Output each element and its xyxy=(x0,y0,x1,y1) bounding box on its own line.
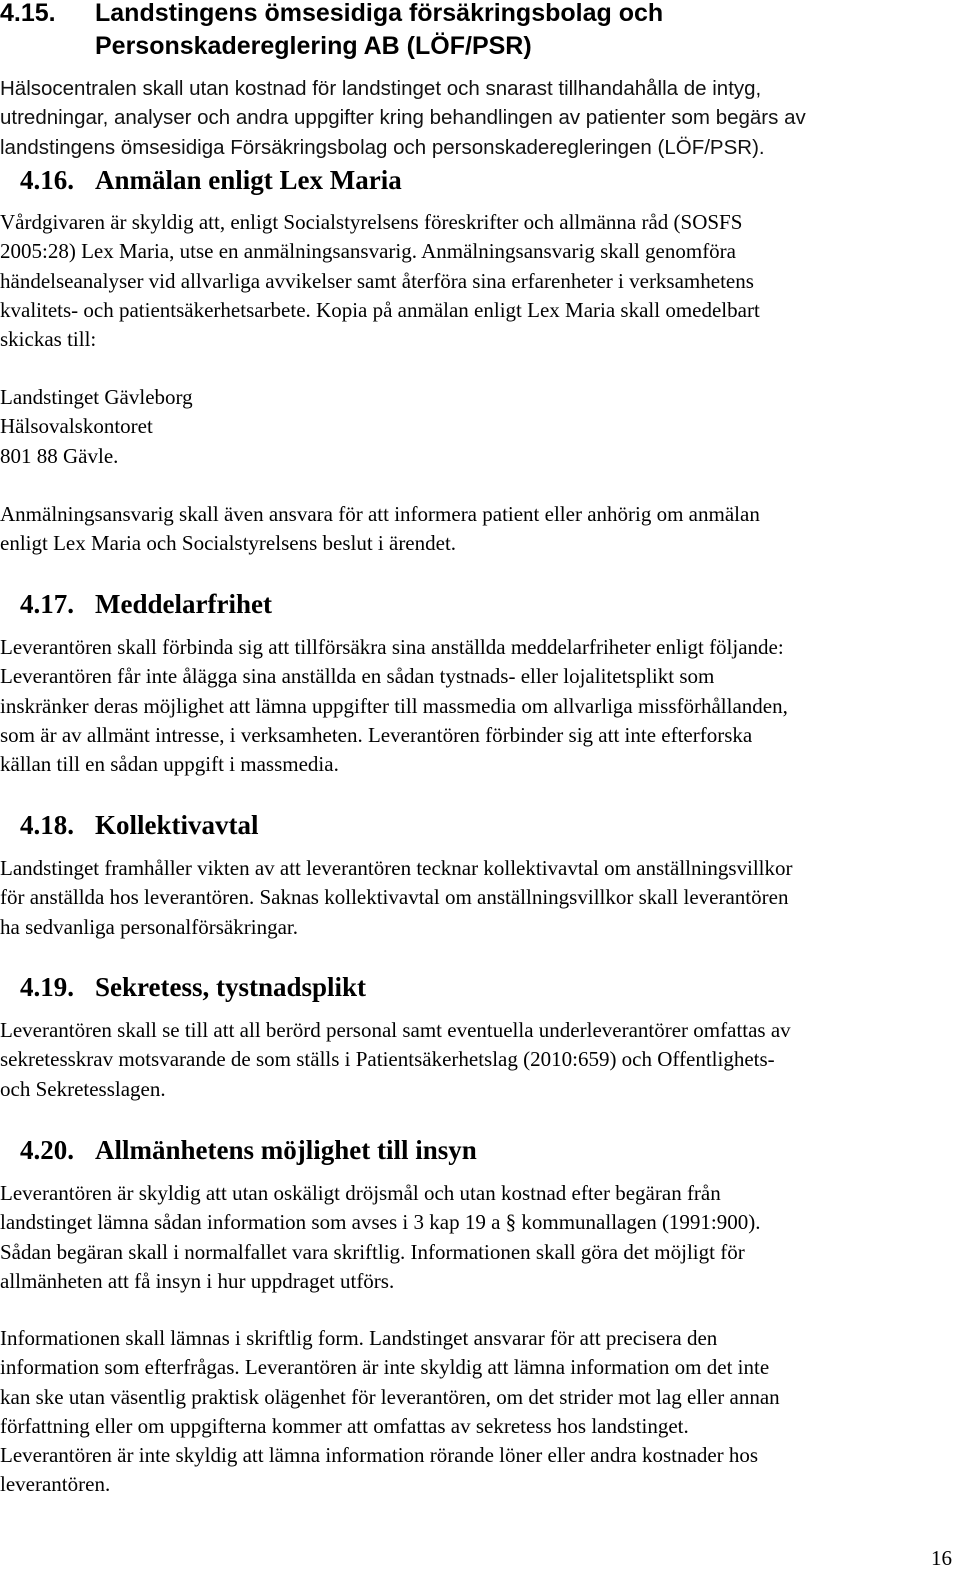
text-line: Leverantören skall se till att all berörd personal samt eventuella underleverantörer omfattas av xyxy=(0,1018,791,1042)
text-line: Informationen skall lämnas i skriftlig form. Landstinget ansvarar för att precisera den xyxy=(0,1326,718,1350)
text-line: inskränker deras möjlighet att lämna uppgifter till massmedia om allvarliga missförhållanden, xyxy=(0,693,788,718)
section-number: 4.15. xyxy=(0,0,56,27)
text-line: och Sekretesslagen. xyxy=(0,1076,166,1101)
section-4-17-heading xyxy=(20,587,272,621)
page-number: 16 xyxy=(931,1546,952,1570)
text-line: Leverantören får inte ålägga sina anställda en sådan tystnads- eller lojalitetsplikt som xyxy=(0,664,715,689)
section-title-continued: Personskadereglering AB (LÖF/PSR) xyxy=(95,32,532,60)
text-line: kan ske utan väsentlig praktisk olägenhet för leverantören, om det strider mot lag eller annan xyxy=(0,1384,780,1409)
section-title: Allmänhetens möjlighet till insyn xyxy=(95,1135,477,1165)
text-line: 2005:28) Lex Maria, utse en anmälningsansvarig. Anmälningsansvarig skall genomföra xyxy=(0,239,736,264)
section-4-16-body2 xyxy=(0,500,960,559)
text-line: Hälsocentralen skall utan kostnad för landstinget och snarast tillhandahålla de intyg, xyxy=(0,77,762,100)
section-4-19-body xyxy=(0,1016,960,1104)
section-4-15-body xyxy=(0,74,960,162)
section-4-16-address xyxy=(0,383,960,471)
section-number: 4.17. xyxy=(20,589,74,619)
text-line: skickas till: xyxy=(0,327,97,352)
text-line: källan till en sådan uppgift i massmedia. xyxy=(0,752,339,777)
text-line: Leverantören är skyldig att utan oskäligt dröjsmål och utan kostnad efter begäran från xyxy=(0,1181,721,1205)
section-number: 4.16. xyxy=(20,165,74,195)
text-line: sekretesskrav motsvarande de som ställs i Patientsäkerhetslag (2010:659) och Offentlighets- xyxy=(0,1047,775,1072)
section-4-20-heading xyxy=(20,1133,477,1167)
section-4-18-heading xyxy=(20,808,259,842)
text-line: leverantören. xyxy=(0,1472,111,1497)
text-line: utredningar, analyser och andra uppgifter kring behandlingen av patienter som begärs av xyxy=(0,106,806,130)
section-4-16-heading xyxy=(20,163,402,197)
text-line: landstinget lämna sådan information som avses i 3 kap 19 a § kommunallagen (1991:900). xyxy=(0,1210,761,1235)
section-4-17-body xyxy=(0,633,960,779)
section-4-16-body xyxy=(0,208,960,354)
text-line: författning eller om uppgifterna kommer att omfattas av sekretess hos landstinget. xyxy=(0,1413,689,1438)
text-line: allmänheten att få insyn i hur uppdraget utförs. xyxy=(0,1268,395,1293)
section-4-20-body2 xyxy=(0,1324,960,1500)
text-line: Leverantören skall förbinda sig att tillförsäkra sina anställda meddelarfriheter enligt följande: xyxy=(0,635,784,659)
section-title: Landstingens ömsesidiga försäkringsbolag och xyxy=(95,0,664,27)
section-title: Meddelarfrihet xyxy=(95,589,272,619)
section-title: Kollektivavtal xyxy=(95,810,259,840)
section-4-18-body xyxy=(0,854,960,942)
text-line: enligt Lex Maria och Socialstyrelsens beslut i ärendet. xyxy=(0,531,457,556)
text-line: kvalitets- och patientsäkerhetsarbete. Kopia på anmälan enligt Lex Maria skall omedelbart xyxy=(0,297,760,322)
address-line: Landstinget Gävleborg xyxy=(0,385,193,409)
text-line: Landstinget framhåller vikten av att leverantören tecknar kollektivavtal om anställningsvillkor xyxy=(0,856,793,880)
text-line: Sådan begäran skall i normalfallet vara skriftlig. Informationen skall göra det möjligt för xyxy=(0,1239,745,1264)
text-line: Leverantören är inte skyldig att lämna information rörande löner eller andra kostnader hos xyxy=(0,1443,759,1468)
section-title: Anmälan enligt Lex Maria xyxy=(95,165,402,195)
section-4-15-heading xyxy=(0,0,663,29)
section-4-20-body xyxy=(0,1179,960,1296)
section-4-15-heading-line2 xyxy=(95,30,532,62)
section-number: 4.20. xyxy=(20,1135,74,1165)
text-line: ha sedvanliga personalförsäkringar. xyxy=(0,914,298,939)
text-line: Vårdgivaren är skyldig att, enligt Socialstyrelsens föreskrifter och allmänna råd (SOSFS xyxy=(0,210,743,234)
section-4-19-heading xyxy=(20,970,366,1004)
section-number: 4.18. xyxy=(20,810,74,840)
address-line: 801 88 Gävle. xyxy=(0,443,119,468)
text-line: information som efterfrågas. Leverantören är inte skyldig att lämna information om det inte xyxy=(0,1355,770,1380)
text-line: för anställda hos leverantören. Saknas kollektivavtal om anställningsvillkor skall leverantören xyxy=(0,885,789,910)
address-line: Hälsovalskontoret xyxy=(0,414,153,439)
text-line: som är av allmänt intresse, i verksamheten. Leverantören förbinder sig att inte efterforska xyxy=(0,722,753,747)
text-line: landstingens ömsesidiga Försäkringsbolag och personskaderegleringen (LÖF/PSR). xyxy=(0,135,765,159)
section-title: Sekretess, tystnadsplikt xyxy=(95,972,367,1002)
section-number: 4.19. xyxy=(20,972,74,1002)
text-line: Anmälningsansvarig skall även ansvara för att informera patient eller anhörig om anmälan xyxy=(0,502,760,526)
text-line: händelseanalyser vid allvarliga avvikelser samt återföra sina erfarenheter i verksamhetens xyxy=(0,268,754,293)
